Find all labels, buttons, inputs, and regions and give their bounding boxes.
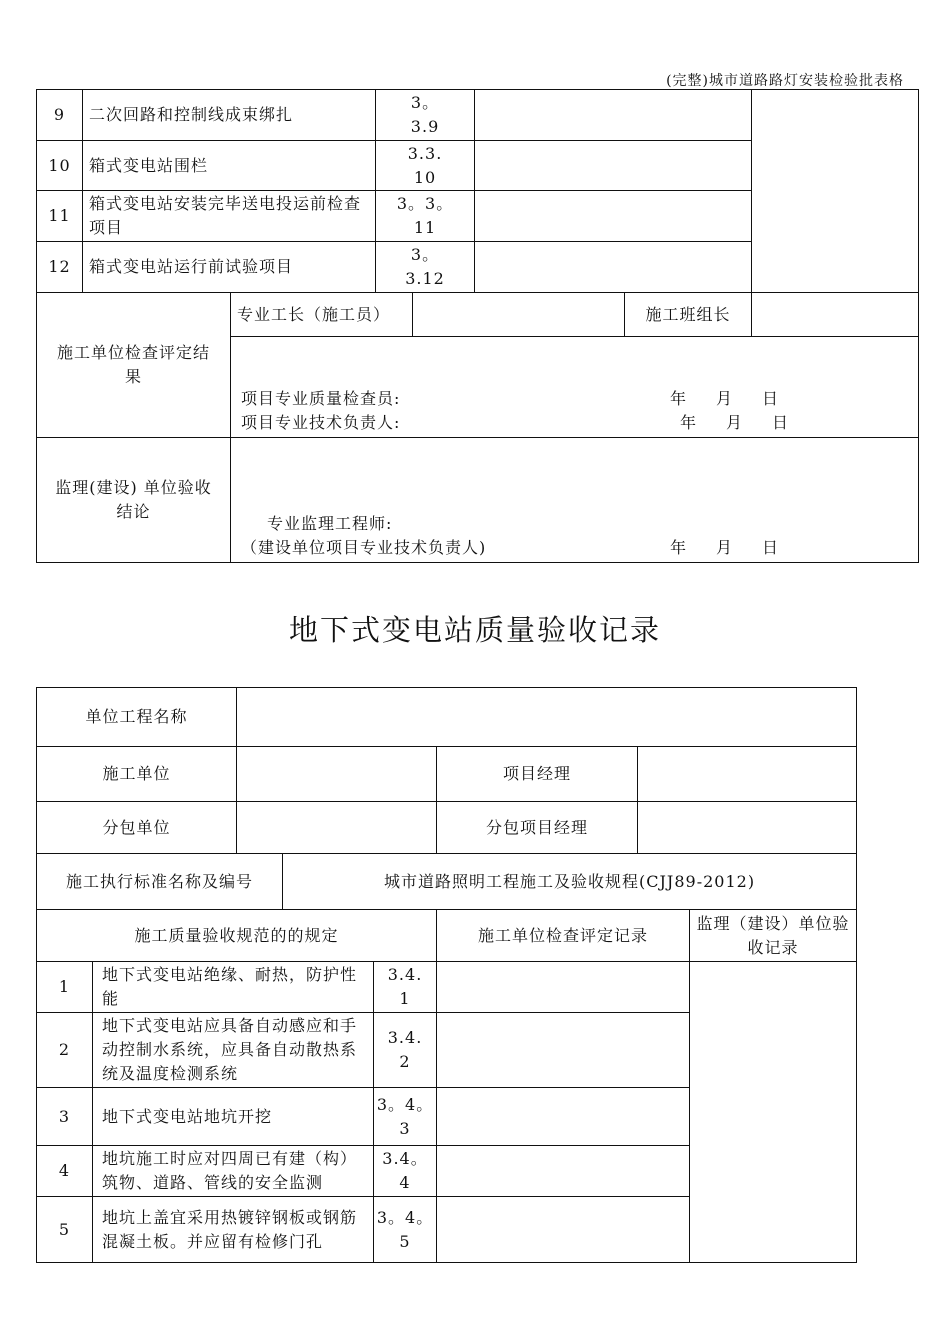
date-line <box>680 411 818 435</box>
standard-label: 施工执行标准名称及编号 <box>37 854 283 910</box>
row-item: 地坑上盖宜采用热镀锌钢板或钢筋混凝土板。并应留有检修门孔 <box>93 1197 374 1263</box>
month-label: 月 <box>716 538 734 557</box>
project-manager-value <box>638 747 857 802</box>
row-clause: 3。4。 5 <box>374 1197 437 1263</box>
row-clause: 3。 3.9 <box>376 90 475 141</box>
supervisor-engineer-label: 专业监理工程师: <box>267 514 393 533</box>
row-clause: 3.3. 10 <box>376 141 475 191</box>
supervision-conclusion-row <box>37 438 919 563</box>
row-record-cell <box>475 141 752 191</box>
row-record-cell <box>475 242 752 293</box>
contractor-row <box>37 747 857 802</box>
row-record-cell <box>437 1013 690 1088</box>
date-line <box>670 536 808 560</box>
foreman-signature-cell <box>413 293 625 337</box>
subcontractor-label: 分包单位 <box>37 802 237 854</box>
tech-lead-label: 项目专业技术负责人: <box>241 413 401 432</box>
page-header-note: (完整)城市道路路灯安装检验批表格 <box>666 73 904 89</box>
row-record-cell <box>437 1197 690 1263</box>
row-clause: 3。4。 3 <box>374 1088 437 1146</box>
project-manager-label: 项目经理 <box>437 747 638 802</box>
owner-tech-lead-label: （建设单位项目专业技术负责人) <box>241 538 487 557</box>
supervision-label: 监理(建设) 单位验收结论 <box>37 438 231 563</box>
sub-pm-value <box>638 802 857 854</box>
day-label: 日 <box>762 389 780 408</box>
table-row <box>37 962 857 1013</box>
contractor-record-header: 施工单位检查评定记录 <box>437 910 690 962</box>
year-label: 年 <box>670 538 688 557</box>
construction-eval-cell <box>231 337 919 438</box>
row-number: 11 <box>37 191 83 242</box>
row-number: 2 <box>37 1013 93 1088</box>
standard-value: 城市道路照明工程施工及验收规程(CJJ89-2012) <box>283 854 857 910</box>
subcontractor-row <box>37 802 857 854</box>
row-record-cell <box>437 1146 690 1197</box>
row-item: 地下式变电站应具备自动感应和手动控制水系统，应具备自动散热系统及温度检测系统 <box>93 1013 374 1088</box>
row-number: 4 <box>37 1146 93 1197</box>
row-number: 3 <box>37 1088 93 1146</box>
row-record-cell <box>475 191 752 242</box>
signature-row <box>37 293 919 337</box>
row-number: 12 <box>37 242 83 293</box>
supervision-record-header: 监理（建设）单位验收记录 <box>690 910 857 962</box>
date-line <box>670 387 808 411</box>
row-item: 二次回路和控制线成束绑扎 <box>83 90 376 141</box>
table-row <box>37 90 919 141</box>
contractor-value <box>237 747 437 802</box>
row-number: 1 <box>37 962 93 1013</box>
project-name-label: 单位工程名称 <box>37 688 237 747</box>
row-record-cell <box>437 962 690 1013</box>
contractor-label: 施工单位 <box>37 747 237 802</box>
subcontractor-value <box>237 802 437 854</box>
sub-pm-label: 分包项目经理 <box>437 802 638 854</box>
row-item: 地下式变电站绝缘、耐热，防护性能 <box>93 962 374 1013</box>
spec-header: 施工质量验收规范的的规定 <box>37 910 437 962</box>
row-record-cell <box>475 90 752 141</box>
month-label: 月 <box>716 389 734 408</box>
month-label: 月 <box>726 413 744 432</box>
row-clause: 3。 3.12 <box>376 242 475 293</box>
construction-eval-label: 施工单位检查评定结果 <box>37 293 231 438</box>
year-label: 年 <box>670 389 688 408</box>
row-item: 地坑施工时应对四周已有建（构）筑物、道路、管线的安全监测 <box>93 1146 374 1197</box>
row-number: 10 <box>37 141 83 191</box>
acceptance-record-table <box>36 687 857 1263</box>
column-header-row <box>37 910 857 962</box>
row-clause: 3.4. 2 <box>374 1013 437 1088</box>
page-title: 地下式变电站质量验收记录 <box>288 613 661 647</box>
row-clause: 3.4. 1 <box>374 962 437 1013</box>
standard-row <box>37 854 857 910</box>
project-name-value <box>237 688 857 747</box>
team-leader-label: 施工班组长 <box>625 293 752 337</box>
foreman-label: 专业工长（施工员） <box>231 293 413 337</box>
day-label: 日 <box>772 413 790 432</box>
row-item: 箱式变电站围栏 <box>83 141 376 191</box>
supervision-record-cell <box>752 90 919 293</box>
team-leader-signature-cell <box>752 293 919 337</box>
supervision-conclusion-cell <box>231 438 919 563</box>
project-name-row <box>37 688 857 747</box>
row-item: 箱式变电站运行前试验项目 <box>83 242 376 293</box>
row-item: 地下式变电站地坑开挖 <box>93 1088 374 1146</box>
inspection-table-continued <box>36 89 919 563</box>
row-item: 箱式变电站安装完毕送电投运前检查项目 <box>83 191 376 242</box>
supervision-record-cell <box>690 962 857 1263</box>
quality-inspector-label: 项目专业质量检查员: <box>241 389 401 408</box>
year-label: 年 <box>680 413 698 432</box>
day-label: 日 <box>762 538 780 557</box>
row-clause: 3.4。 4 <box>374 1146 437 1197</box>
row-number: 9 <box>37 90 83 141</box>
row-number: 5 <box>37 1197 93 1263</box>
row-clause: 3。3。 11 <box>376 191 475 242</box>
row-record-cell <box>437 1088 690 1146</box>
